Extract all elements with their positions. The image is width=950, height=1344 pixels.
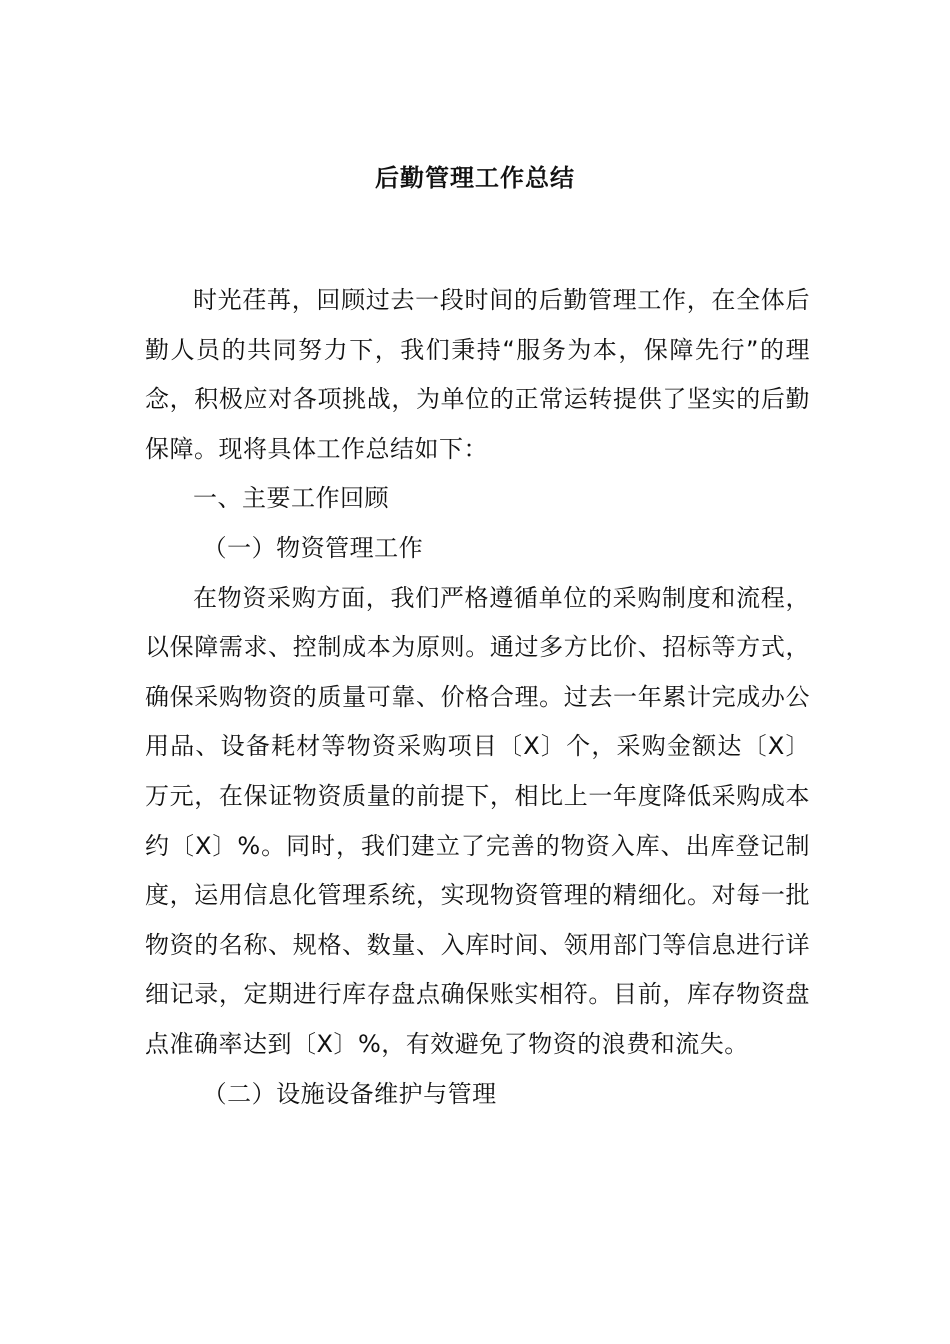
subsection-heading-facilities: （二）设施设备维护与管理 bbox=[202, 1079, 497, 1108]
subsection-heading-materials: （一）物资管理工作 bbox=[202, 533, 424, 562]
document-title: 后勤管理工作总结 bbox=[375, 164, 575, 192]
document-body bbox=[145, 276, 810, 1119]
section-heading-main-review: 一、主要工作回顾 bbox=[193, 484, 389, 513]
intro-paragraph: 时光荏苒，回顾过去一段时间的后勤管理工作，在全体后勤人员的共同努力下，我们秉持“服务为本，保障先行”的理念，积极应对各项挑战，为单位的正常运转提供了坚实的后勤保障。现将具体工作总结如下： bbox=[145, 286, 810, 463]
materials-paragraph: 在物资采购方面，我们严格遵循单位的采购制度和流程，以保障需求、控制成本为原则。通过多方比价、招标等方式，确保采购物资的质量可靠、价格合理。过去一年累计完成办公用品、设备耗材等物资采购项目〔X〕个，采购金额达〔X〕万元，在保证物资质量的前提下，相比上一年度降低采购成本约〔X〕%。同时，我们建立了完善的物资入库、出库登记制度，运用信息化管理系统，实现物资管理的精细化。对每一批物资的名称、规格、数量、入库时间、领用部门等信息进行详细记录，定期进行库存盘点确保账实相符。目前，库存物资盘点准确率达到〔X〕%，有效避免了物资的浪费和流失。 bbox=[145, 583, 810, 1058]
